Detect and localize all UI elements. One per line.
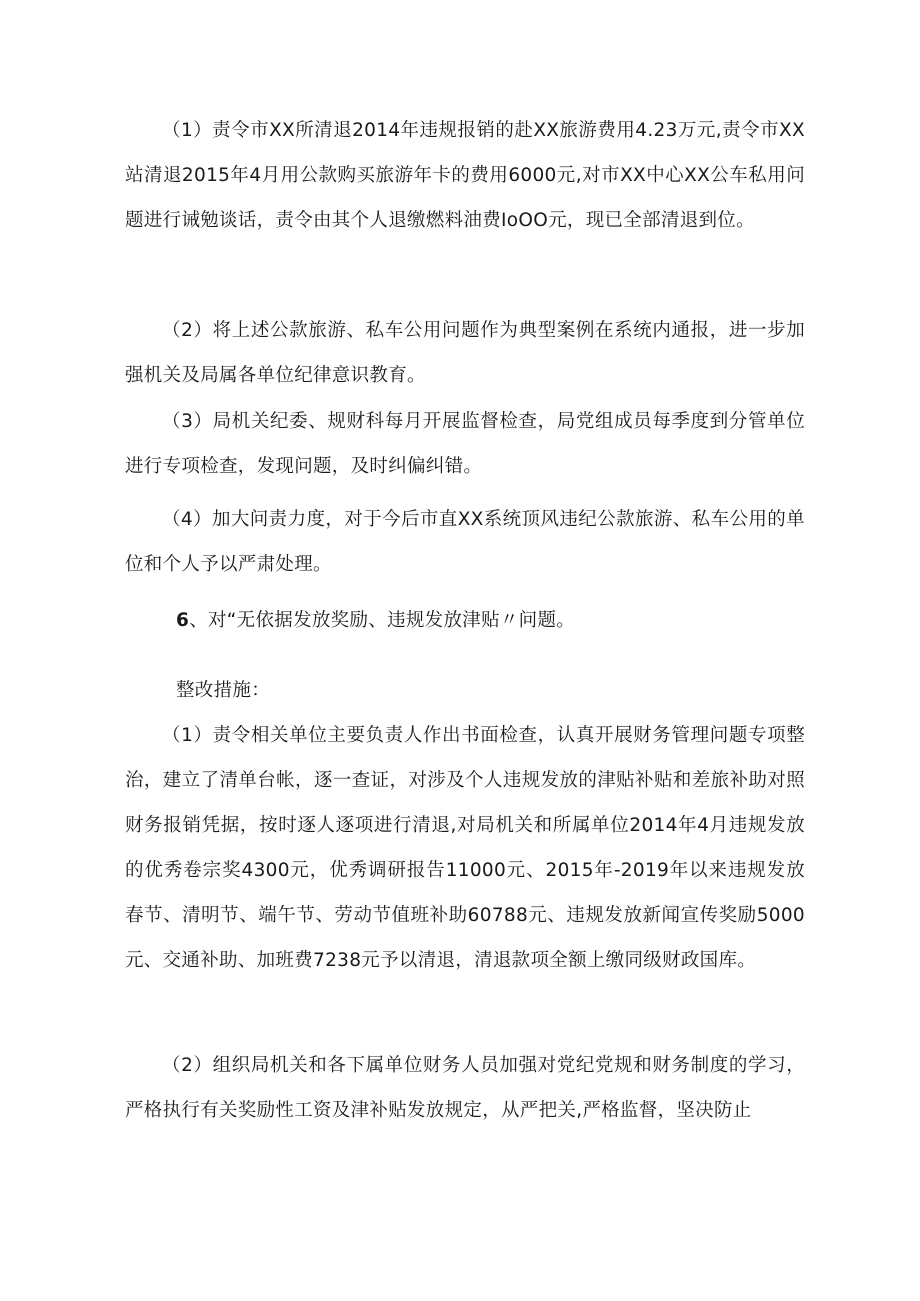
measures-label: 整改措施： [176,680,271,701]
paragraph-item-4: （4）加大问责力度，对于今后市直XX系统顶风违纪公款旅游、私车公用的单位和个人予以严肃处理。 [125,509,805,575]
section-title: 、对“无依据发放奖励、违规发放津贴〃问题。 [189,610,576,631]
paragraph-item-1: （1）责令市XX所清退2014年违规报销的赴XX旅游费用4.23万元,责令市XX站清退2015年4月用公款购买旅游年卡的费用6000元,对市XX中心XX公车私用问题进行诫勉谈话，责令由其个人退缴燃料油费IoOO元，现已全部清退到位。 [125,120,805,231]
measure-item-2: （2）组织局机关和各下属单位财务人员加强对党纪党规和财务制度的学习，严格执行有关奖励性工资及津补贴发放规定，从严把关,严格监督，坚决防止 [125,1055,805,1121]
section-heading [176,598,575,643]
section-number: 6 [176,610,190,631]
measure-item-1: （1）责令相关单位主要负责人作出书面检查，认真开展财务管理问题专项整治，建立了清单台帐，逐一查证，对涉及个人违规发放的津贴补贴和差旅补助对照财务报销凭据，按时逐人逐项进行清退,对局机关和所属单位2014年4月违规发放的优秀卷宗奖4300元，优秀调研报告11000元、2015年-2019年以来违规发放春节、清明节、端午节、劳动节值班补助60788元、违规发放新闻宣传奖励5000元、交通补助、加班费7238元予以清退，清退款项全额上缴同级财政国库。 [125,725,805,971]
paragraph-item-2: （2）将上述公款旅游、私车公用问题作为典型案例在系统内通报，进一步加强机关及局属各单位纪律意识教育。 [125,320,805,386]
paragraph-item-3: （3）局机关纪委、规财科每月开展监督检查，局党组成员每季度到分管单位进行专项检查，发现问题，及时纠偏纠错。 [125,411,805,477]
